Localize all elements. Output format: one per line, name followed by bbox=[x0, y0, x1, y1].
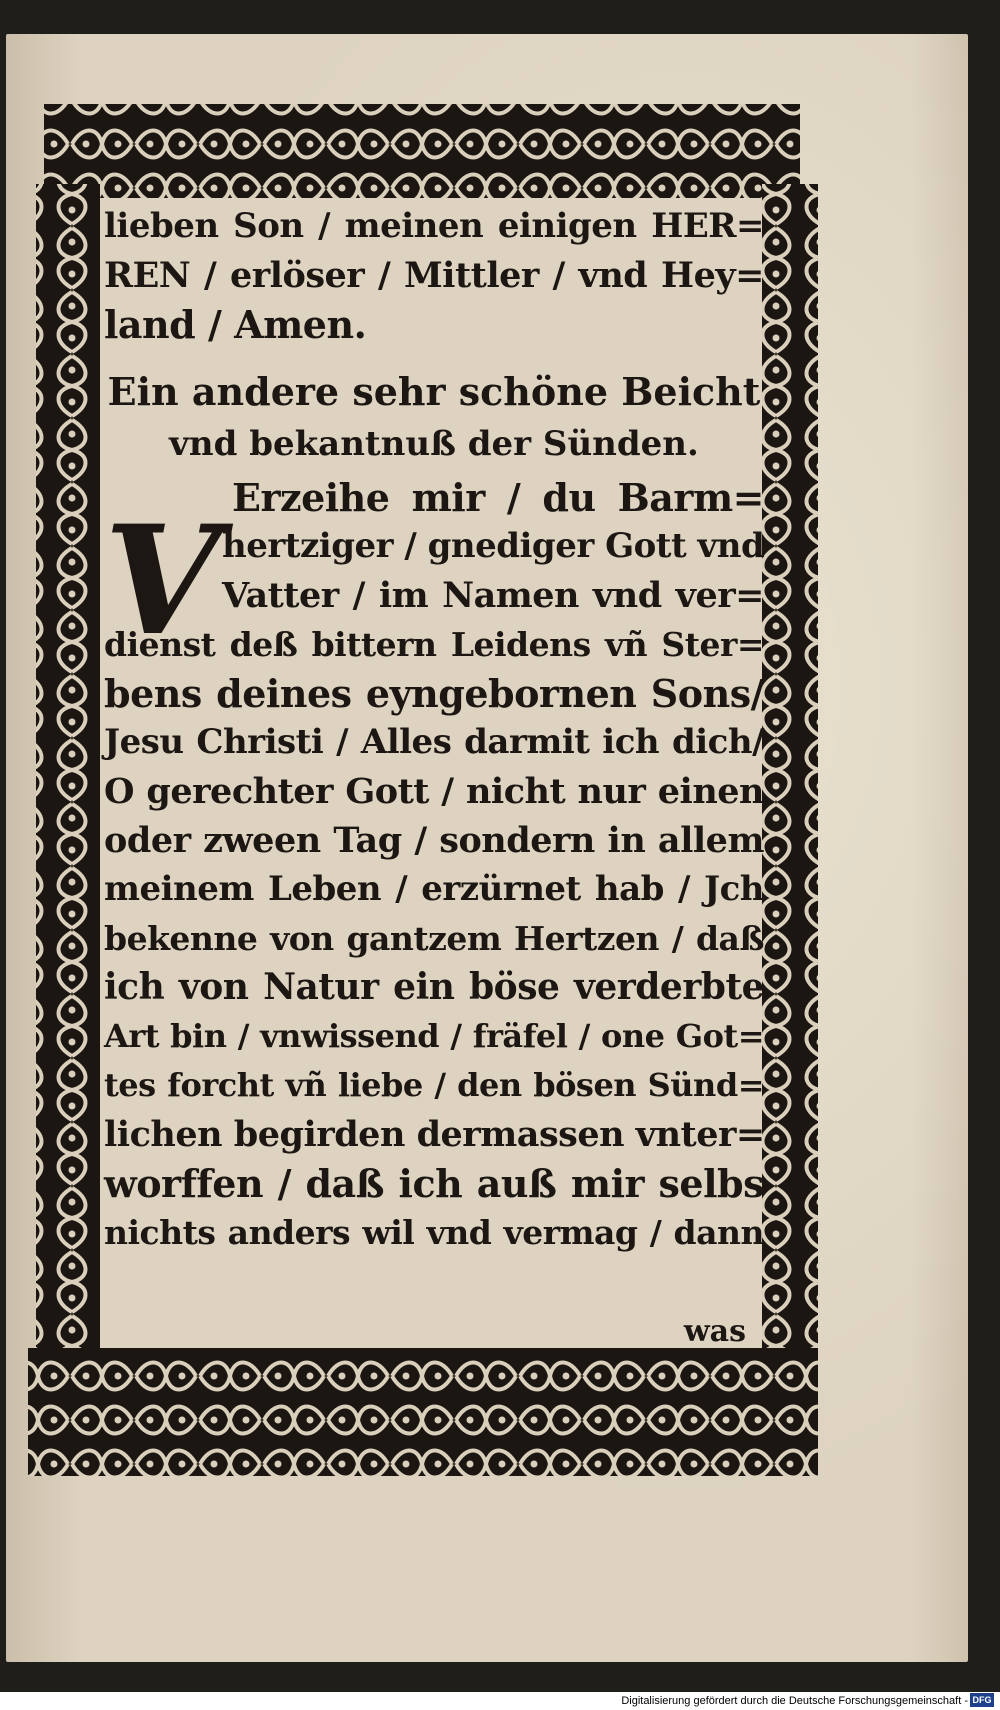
text-line: hertziger / gnediger Gott vnd bbox=[222, 526, 765, 566]
text-line: oder zween Tag / sondern in allem bbox=[104, 820, 764, 861]
border-top bbox=[44, 104, 800, 198]
text-line: land / Amen. bbox=[104, 302, 367, 347]
text-line: O gerechter Gott / nicht nur einen bbox=[104, 771, 764, 812]
text-line: meinem Leben / erzürnet hab / Jch bbox=[104, 869, 764, 909]
text-line: Erzeihe mir / du Barm= bbox=[232, 475, 764, 520]
text-line: dienst deß bittern Leidens vñ Ster= bbox=[104, 625, 764, 664]
text-line: nichts anders wil vnd vermag / dann bbox=[104, 1213, 764, 1252]
text-line: lieben Son / meinen einigen HER= bbox=[104, 206, 764, 246]
drop-cap: V bbox=[104, 493, 221, 669]
text-line: bekenne von gantzem Hertzen / daß bbox=[104, 919, 764, 958]
text-line: Vatter / im Namen vnd ver= bbox=[222, 575, 764, 616]
section-subheading: vnd bekantnuß der Sünden. bbox=[169, 424, 699, 464]
text-line: Art bin / vnwissend / fräfel / one Got= bbox=[104, 1017, 764, 1055]
text-line: ich von Natur ein böse verderbte bbox=[104, 966, 764, 1008]
footer-credit: Digitalisierung gefördert durch die Deutsche Forschungsgemeinschaft - bbox=[621, 1695, 968, 1707]
border-right bbox=[762, 184, 818, 1356]
text-line: REN / erlöser / Mittler / vnd Hey= bbox=[104, 255, 764, 296]
border-left bbox=[36, 184, 100, 1356]
text-line: tes forcht vñ liebe / den bösen Sünd= bbox=[104, 1066, 764, 1104]
dfg-logo: DFG bbox=[970, 1693, 994, 1707]
book-page bbox=[6, 34, 968, 1662]
border-bottom bbox=[28, 1348, 818, 1476]
text-line: bens deines eyngebornen Sons/ bbox=[104, 671, 764, 716]
section-heading: Ein andere sehr schöne Beicht bbox=[107, 369, 761, 414]
text-line: lichen begirden dermassen vnter= bbox=[104, 1114, 765, 1155]
text-line: Jesu Christi / Alles darmit ich dich/ bbox=[104, 722, 764, 762]
catchword: was bbox=[683, 1314, 746, 1349]
text-block bbox=[104, 202, 764, 1257]
text-line: worffen / daß ich auß mir selbs bbox=[104, 1161, 764, 1206]
